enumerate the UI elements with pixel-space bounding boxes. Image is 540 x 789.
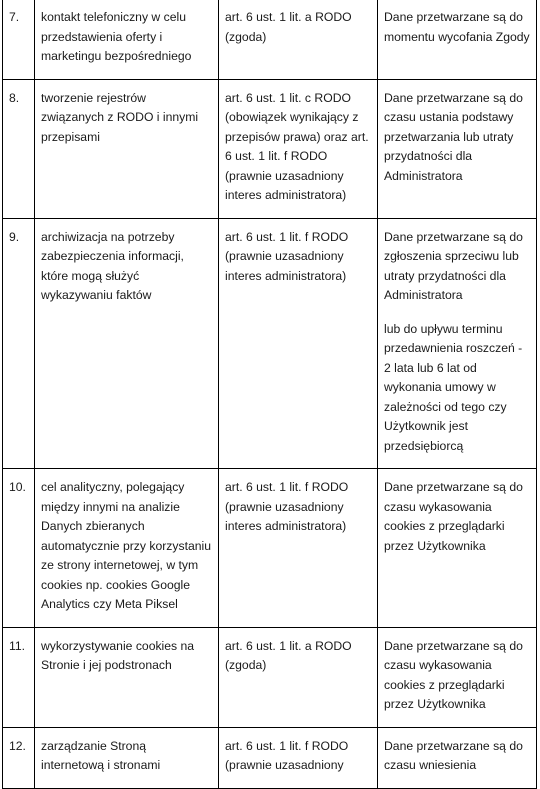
row-number: 11. bbox=[3, 627, 35, 727]
table-row bbox=[3, 627, 537, 727]
legal-basis: art. 6 ust. 1 lit. a RODO (zgoda) bbox=[219, 0, 378, 79]
retention-text: Dane przetwarzane są do czasu wykasowania cookies z przeglądarki przez Użytkownika bbox=[384, 638, 523, 711]
legal-basis: art. 6 ust. 1 lit. c RODO (obowiązek wynikający z przepisów prawa) oraz art. 6 ust. 1 lit. f RODO (prawnie uzasadniony interes administratora) bbox=[219, 79, 378, 218]
retention-period bbox=[378, 469, 537, 628]
processing-purpose: kontakt telefoniczny w celu przedstawienia oferty i marketingu bezpośredniego bbox=[35, 0, 219, 79]
retention-text: Dane przetwarzane są do momentu wycofania Zgody bbox=[384, 10, 530, 44]
row-number: 12. bbox=[3, 727, 35, 788]
row-number: 10. bbox=[3, 469, 35, 628]
retention-text: Dane przetwarzane są do czasu ustania podstawy przetwarzania lub utraty przydatności dla Administratora bbox=[384, 90, 523, 183]
retention-text: Dane przetwarzane są do zgłoszenia sprzeciwu lub utraty przydatności dla Administratora bbox=[384, 229, 523, 302]
retention-period bbox=[378, 0, 537, 79]
table-row bbox=[3, 0, 537, 79]
retention-text: Dane przetwarzane są do czasu wykasowania cookies z przeglądarki przez Użytkownika bbox=[384, 480, 523, 553]
table-row bbox=[3, 727, 537, 788]
processing-purpose: archiwizacja na potrzeby zabezpieczenia informacji, które mogą służyć wykazywaniu faktów bbox=[35, 218, 219, 469]
table-row bbox=[3, 79, 537, 218]
retention-text: Dane przetwarzane są do czasu wniesienia bbox=[384, 738, 523, 772]
data-processing-table bbox=[2, 0, 537, 789]
retention-text: lub do upływu terminu przedawnienia roszczeń - 2 lata lub 6 lat od wykonania umowy w zależności od tego czy Użytkownik jest przedsiębiorcą bbox=[384, 321, 523, 453]
retention-period bbox=[378, 218, 537, 469]
processing-purpose: tworzenie rejestrów związanych z RODO i innymi przepisami bbox=[35, 79, 219, 218]
legal-basis: art. 6 ust. 1 lit. f RODO (prawnie uzasadniony interes administratora) bbox=[219, 218, 378, 469]
retention-period bbox=[378, 727, 537, 788]
row-number: 9. bbox=[3, 218, 35, 469]
processing-purpose: wykorzystywanie cookies na Stronie i jej podstronach bbox=[35, 627, 219, 727]
processing-purpose: zarządzanie Stroną internetową i stronami bbox=[35, 727, 219, 788]
retention-period bbox=[378, 79, 537, 218]
row-number: 8. bbox=[3, 79, 35, 218]
retention-period bbox=[378, 627, 537, 727]
legal-basis: art. 6 ust. 1 lit. a RODO (zgoda) bbox=[219, 627, 378, 727]
legal-basis: art. 6 ust. 1 lit. f RODO (prawnie uzasadniony interes administratora) bbox=[219, 469, 378, 628]
table-row bbox=[3, 469, 537, 628]
row-number: 7. bbox=[3, 0, 35, 79]
legal-basis: art. 6 ust. 1 lit. f RODO (prawnie uzasadniony bbox=[219, 727, 378, 788]
processing-purpose: cel analityczny, polegający między innymi na analizie Danych zbieranych automatycznie przy korzystaniu ze strony internetowej, w tym cookies np. cookies Google Analytics czy Meta Piksel bbox=[35, 469, 219, 628]
table-row bbox=[3, 218, 537, 469]
